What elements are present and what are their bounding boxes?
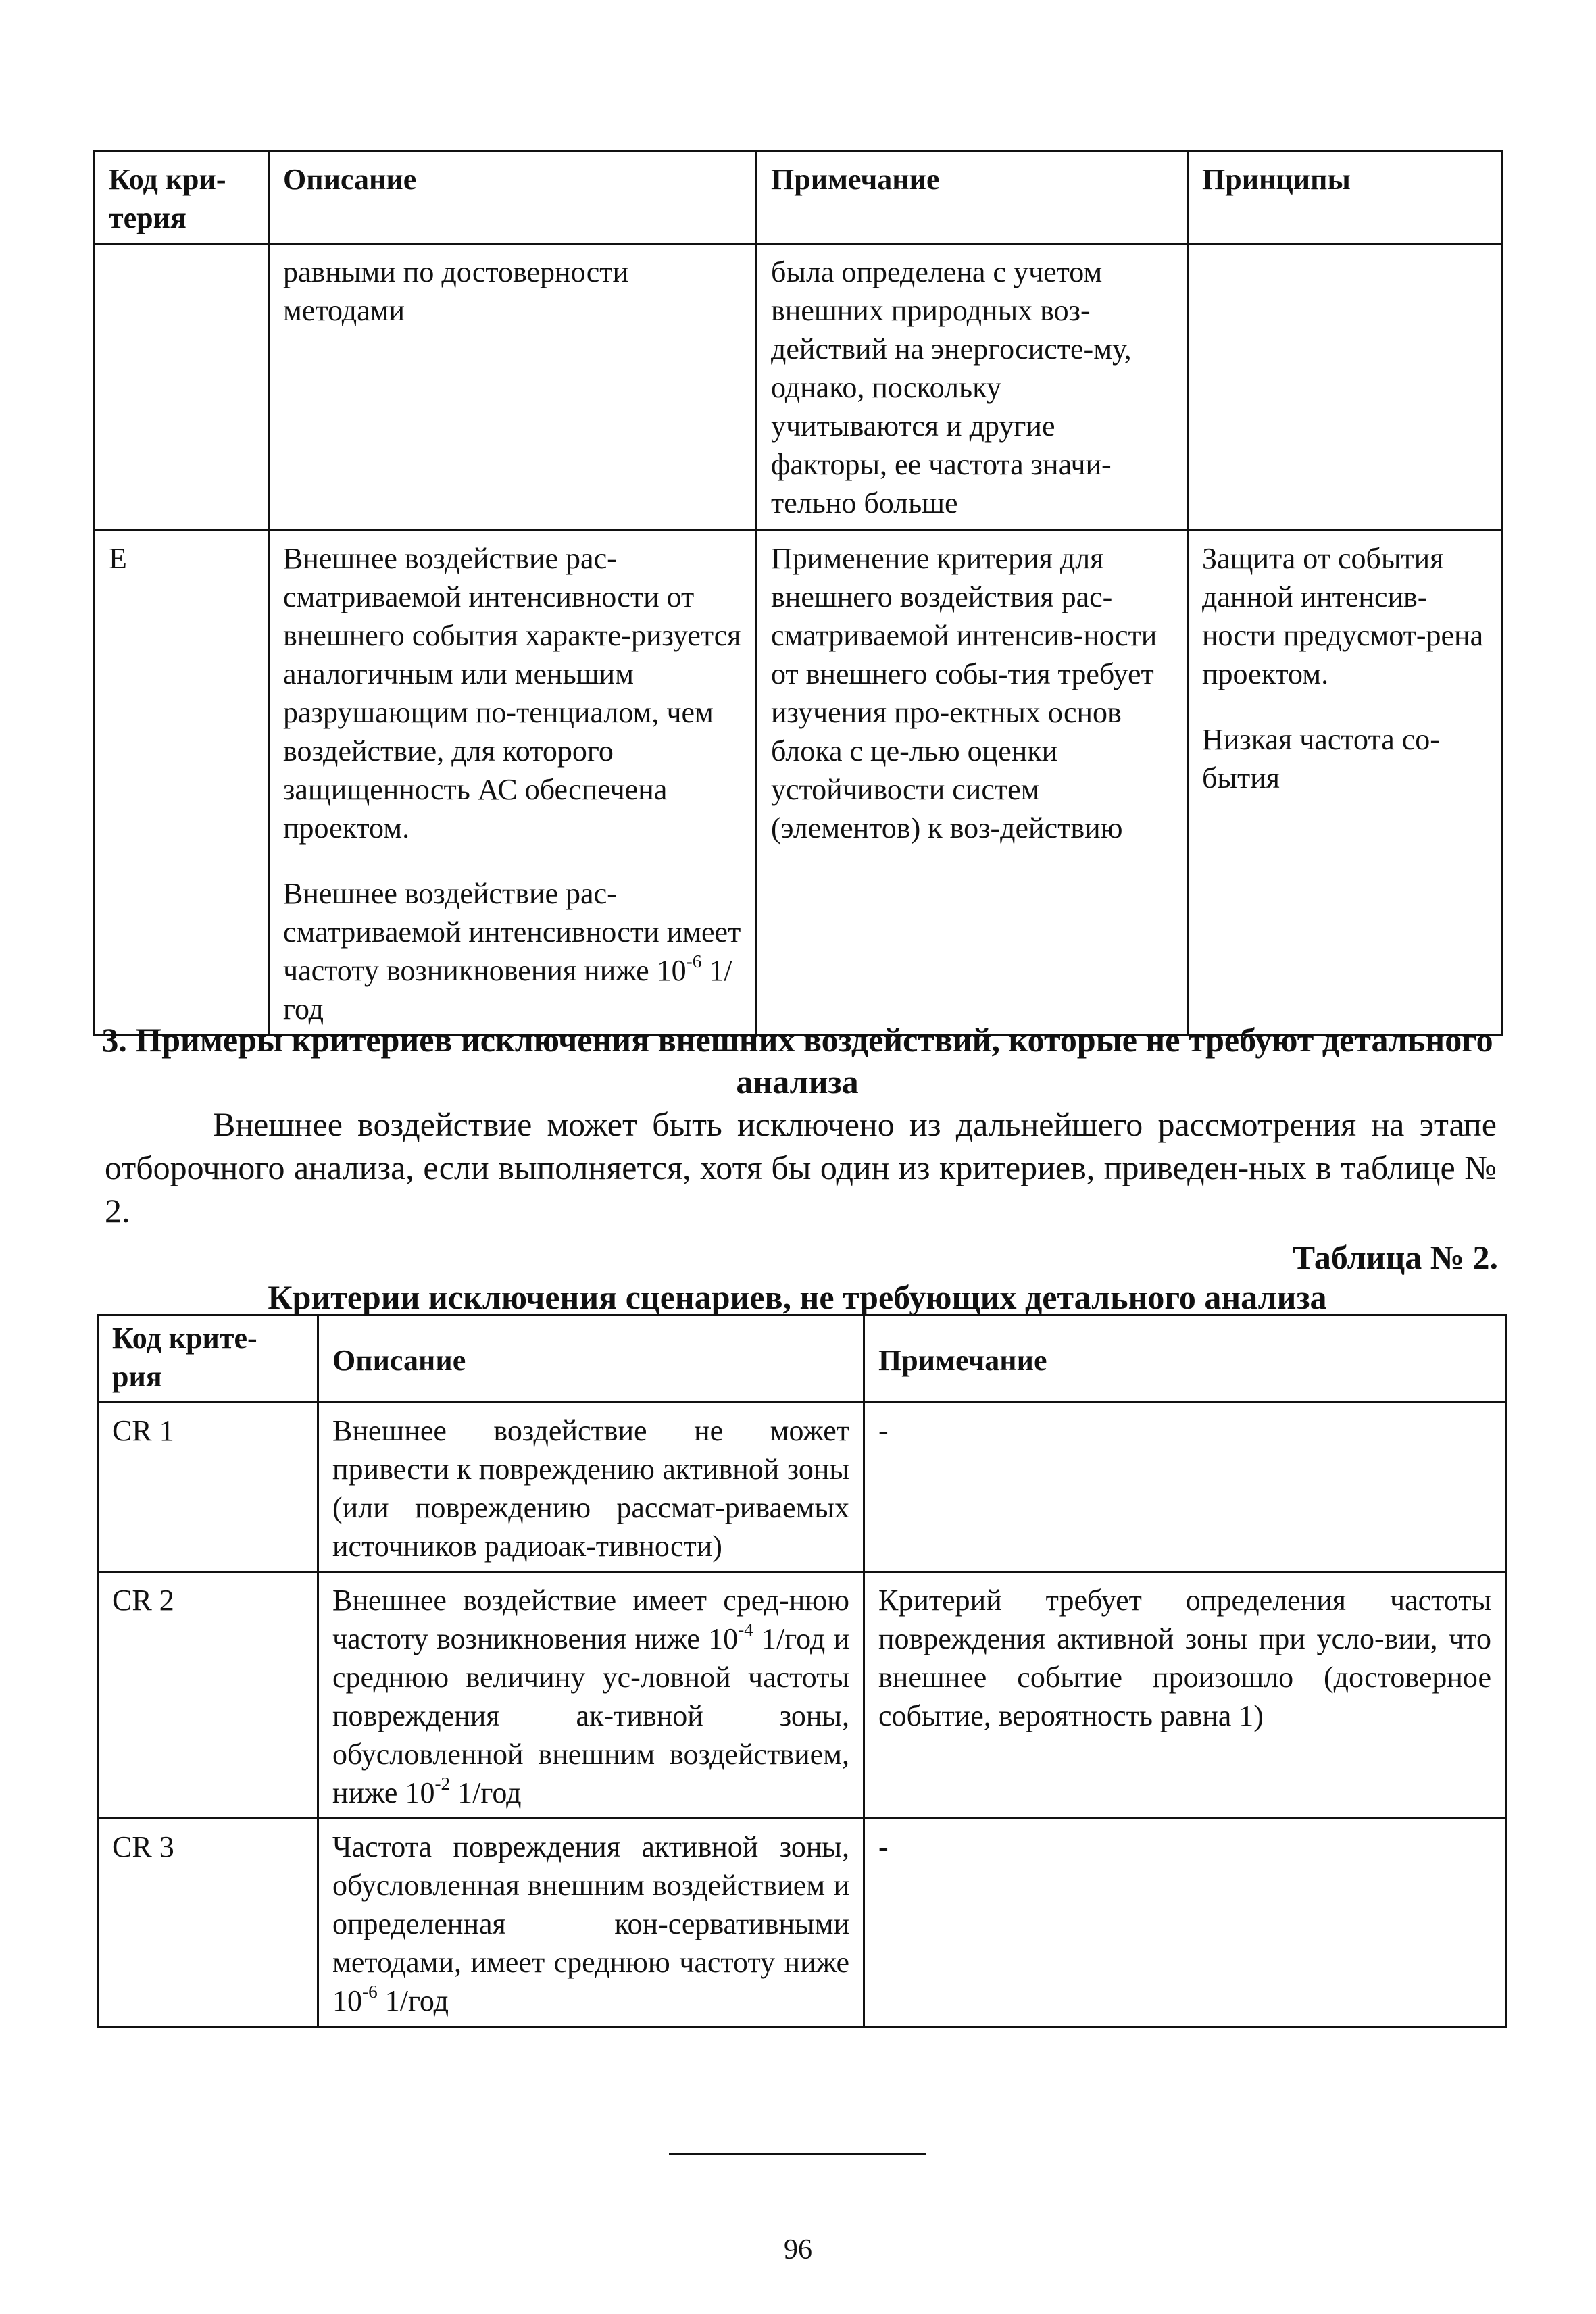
header-note: Примечание <box>864 1315 1506 1403</box>
principle-paragraph: Защита от события данной интенсив-ности предусмот-рена проектом. <box>1202 542 1484 690</box>
header-note: Примечание <box>757 151 1188 244</box>
description-paragraph <box>283 874 742 1028</box>
table-number-label: Таблица № 2. <box>1292 1238 1498 1276</box>
cell-description: Внешнее воздействие не может привести к повреждению активной зоны (или повреждению рассмат-риваемых источников радиоак-тивности) <box>318 1403 864 1572</box>
description-paragraph: Внешнее воздействие рас-сматриваемой интенсивности от внешнего события характе-ризуется аналогичным или меньшим разрушающим по-тенциалом, чем воздействие, для которого защищенность АС обеспечена проектом. <box>283 542 741 845</box>
header-code: Код крите- рия <box>98 1315 318 1403</box>
cell-note: Применение критерия для внешнего воздействия рас-сматриваемой интенсив-ности от внешнего собы-тия требует изучения про-ектных основ блока с це-лью оценки устойчивости систем (элементов) к воз-действию <box>757 530 1188 1035</box>
exclusion-criteria-table <box>97 1314 1507 2028</box>
page-number: 96 <box>784 2234 812 2265</box>
section-heading: 3. Примеры критериев исключения внешних воздействий, которые не требуют детального анализа <box>101 1021 1493 1101</box>
table-row <box>95 244 1503 530</box>
table-row <box>98 1403 1506 1572</box>
cell-note: - <box>864 1403 1506 1572</box>
cell-principle <box>1188 530 1503 1035</box>
cell-code: CR 2 <box>98 1572 318 1819</box>
footnote-separator <box>669 2153 926 2155</box>
description-unit: 1/год <box>283 954 732 1026</box>
cell-code <box>95 244 269 530</box>
section-paragraph: Внешнее воздействие может быть исключено из дальнейшего рассмотрения на этапе отборочного анализа, если выполняется, хотя бы один из критериев, приведен-ных в таблице № 2. <box>105 1105 1497 1230</box>
cell-description: равными по достоверности методами <box>269 244 757 530</box>
table-header-row <box>98 1315 1506 1403</box>
exponent: -6 <box>362 1981 378 2002</box>
principle-paragraph: Низкая частота со-бытия <box>1202 723 1440 795</box>
table-title: Критерии исключения сценариев, не требующих детального анализа <box>268 1278 1327 1316</box>
description-text: Внешнее воздействие рас-сматриваемой интенсивности имеет частоту возникновения ниже 10 <box>283 877 741 987</box>
cell-code: Е <box>95 530 269 1035</box>
table-header-row <box>95 151 1503 244</box>
description-unit: 1/год <box>450 1776 522 1809</box>
cell-note: Критерий требует определения частоты повреждения активной зоны при усло-вии, что внешнее событие произошло (достоверное событие, вероятность равна 1) <box>864 1572 1506 1819</box>
exponent: -6 <box>686 951 702 972</box>
cell-principle <box>1188 244 1503 530</box>
cell-description <box>318 1819 864 2027</box>
description-text: Внешнее воздействие имеет сред-нюю частоту возникновения ниже 10 <box>332 1584 849 1655</box>
description-text: 1/год и среднюю величину ус-ловной частоты повреждения ак-тивной зоны, обусловленной внешним воздействием, ниже 10 <box>332 1622 850 1809</box>
header-code: Код кри- терия <box>95 151 269 244</box>
criteria-table-continued <box>93 150 1503 1036</box>
header-description: Описание <box>318 1315 864 1403</box>
cell-note: - <box>864 1819 1506 2027</box>
cell-code: CR 3 <box>98 1819 318 2027</box>
cell-note: была определена с учетом внешних природных воз-действий на энергосисте-му, однако, поскольку учитываются и другие факторы, ее частота значи-тельно больше <box>757 244 1188 530</box>
cell-code: CR 1 <box>98 1403 318 1572</box>
header-description: Описание <box>269 151 757 244</box>
description-text: Частота повреждения активной зоны, обусловленная внешним воздействием и определенная кон-сервативными методами, имеет среднюю частоту ниже 10 <box>332 1830 849 2017</box>
table-row <box>95 530 1503 1035</box>
cell-description <box>269 530 757 1035</box>
cell-description <box>318 1572 864 1819</box>
header-principles: Принципы <box>1188 151 1503 244</box>
table-row <box>98 1819 1506 2027</box>
exponent: -2 <box>434 1773 451 1794</box>
description-unit: 1/год <box>377 1984 449 2017</box>
exponent: -4 <box>738 1619 753 1640</box>
table-row <box>98 1572 1506 1819</box>
